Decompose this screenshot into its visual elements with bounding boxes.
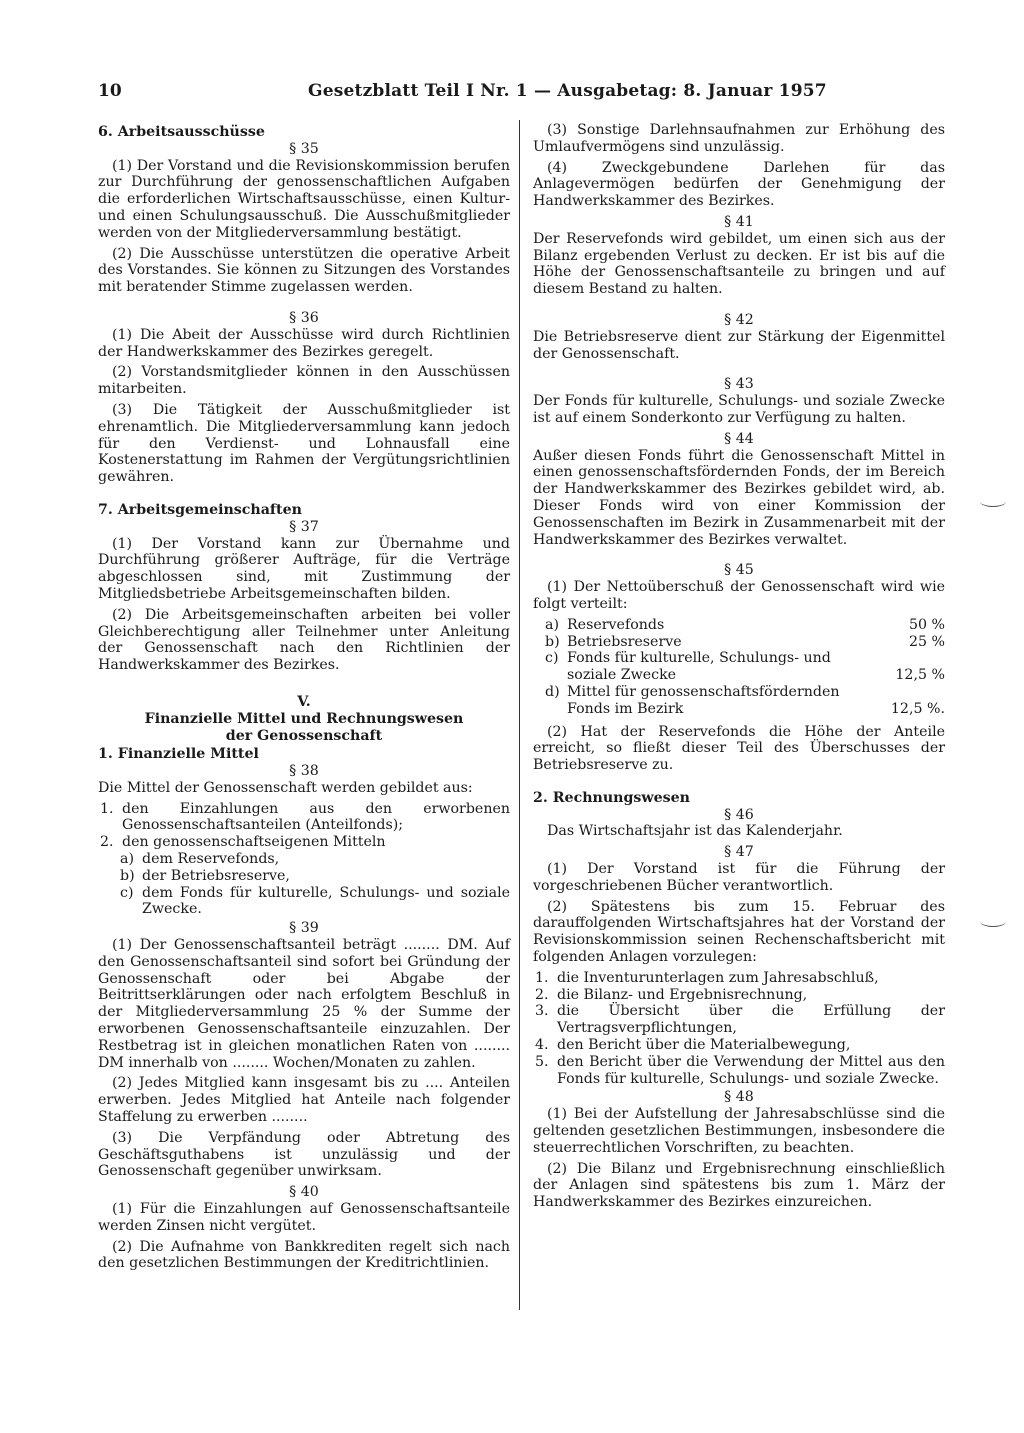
list-number: 5. — [535, 1053, 549, 1070]
paragraph: (3) Die Verpfändung oder Abtretung des Geschäftsguthabens ist unzulässig und der Genossenschaft gegenüber unwirksam. — [98, 1129, 510, 1180]
section-heading: 6. Arbeitsausschüsse — [98, 124, 265, 140]
paragraph: Die Betriebsreserve dient zur Stärkung der Eigenmittel der Genossenschaft. — [533, 328, 945, 362]
list-item — [533, 1054, 945, 1088]
allocation-label: Reservefonds — [567, 616, 665, 633]
allocation-list — [533, 617, 945, 718]
paragraph: (2) Die Ausschüsse unterstützen die operative Arbeit des Vorstandes. Sie können zu Sitzungen des Vorstandes mit beratender Stimme zugelassen werden. — [98, 245, 510, 296]
list-item — [98, 834, 510, 851]
part-number: V. — [297, 693, 311, 710]
allocation-row — [533, 634, 945, 651]
paragraph: (2) Die Arbeitsgemeinschaften arbeiten bei voller Gleichberechtigung aller Teilnehmer unter Anleitung der Genossenschaft nach den Richtlinien der Handwerkskammer des Bezirkes. — [98, 606, 510, 674]
page-header — [98, 81, 948, 109]
list-text: den Bericht über die Verwendung der Mittel aus den Fonds für kulturelle, Schulungs- und soziale Zwecke. — [557, 1053, 945, 1087]
list-item — [533, 987, 945, 1004]
paragraph: (1) Der Vorstand ist für die Führung der vorgeschriebenen Bücher verantwortlich. — [533, 861, 945, 894]
left-column — [98, 122, 510, 1276]
allocation-row — [533, 650, 945, 684]
list-text: dem Reservefonds, — [142, 851, 280, 868]
paragraph: Der Reservefonds wird gebildet, um einen sich aus der Bilanz ergebenden Verlust zu decken. Er ist bis auf die Höhe der Genossenschaftsanteile zu bringen und auf diesem Bestand zu halten. — [533, 230, 945, 298]
paragraph: (1) Der Vorstand kann zur Übernahme und Durchführung größerer Aufträge, für die Verträge abgeschlossen sind, mit Zustimmung der Mitgliedsbetriebe Arbeitsgemeinschaften bilden. — [98, 535, 510, 602]
paragraph-sign: § 38 — [289, 763, 319, 780]
paragraph: Außer diesen Fonds führt die Genossenschaft Mittel in einen genossenschaftsfördernden Fonds, der im Bereich der Handwerkskammer des Bezirkes gebildet wird, ab. Dieser Fonds wird von einer Kommission der Genossenschaften im Bezirk in Zusammenarbeit mit der Handwerkskammer des Bezirkes verwaltet. — [533, 447, 945, 548]
paragraph: Die Mittel der Genossenschaft werden gebildet aus: — [98, 779, 473, 796]
list-text: den Bericht über die Materialbewegung, — [557, 1037, 851, 1054]
list-text: die Inventurunterlagen zum Jahresabschluß, — [557, 969, 879, 986]
list-item — [118, 885, 510, 919]
allocation-share: 12,5 %. — [890, 700, 945, 717]
allocation-label: Fonds für kulturelle, Schulungs- und soziale Zwecke — [567, 650, 831, 684]
allocation-label: Betriebsreserve — [567, 633, 682, 650]
paragraph-sign: § 35 — [289, 140, 319, 157]
part-title: Finanzielle Mittel und Rechnungswesen — [144, 710, 464, 727]
allocation-share: 25 % — [908, 633, 945, 650]
list-item — [533, 970, 945, 987]
list-number: 2. — [535, 986, 549, 1003]
list-item — [533, 1003, 945, 1037]
paragraph-sign: § 44 — [724, 430, 754, 447]
allocation-row — [533, 684, 945, 718]
paragraph-sign: § 39 — [289, 920, 319, 937]
right-column — [533, 122, 945, 1215]
paragraph: Das Wirtschaftsjahr ist das Kalenderjahr. — [547, 823, 843, 840]
list-item — [533, 1037, 945, 1054]
paragraph: (3) Sonstige Darlehnsaufnahmen zur Erhöhung des Umlaufvermögens sind unzulässig. — [533, 122, 945, 155]
paragraph: (1) Der Genossenschaftsanteil beträgt ........ DM. Auf den Genossenschaftsanteil sind sofort bei Gründung der Genossenschaft oder bei Abgabe der Beitrittserklärungen oder nach erfolgtem Beschluß in der Mitgliederversammlung 25 % der Summe der erworbenen Genossenschaftsanteile einzuzahlen. Der Restbetrag ist in gleichen monatlichen Raten von ........ DM innerhalb von ........ Wochen/Monaten zu zahlen. — [98, 937, 510, 1071]
list-number: 3. — [535, 1003, 549, 1020]
margin-mark — [980, 916, 1006, 927]
paragraph: (1) Der Nettoüberschuß der Genossenschaft wird wie folgt verteilt: — [533, 579, 945, 612]
paragraph: (1) Der Vorstand und die Revisionskommission berufen zur Durchführung der genossenschaftlichen Aufgaben die erforderlichen Wirtschaftsausschüsse, einen Kultur- und einen Schulungsausschuß. Die Ausschußmitglieder werden von der Mitgliederversammlung bestätigt. — [98, 157, 510, 241]
paragraph-sign: § 45 — [724, 562, 754, 579]
list-text: den genossenschaftseigenen Mitteln — [122, 834, 386, 851]
paragraph-sign: § 46 — [724, 806, 754, 823]
paragraph: (2) Die Bilanz und Ergebnisrechnung einschließlich der Anlagen sind spätestens bis zum 1. März der Handwerkskammer des Bezirkes einzureichen. — [533, 1160, 945, 1211]
paragraph: (1) Die Abeit der Ausschüsse wird durch Richtlinien der Handwerkskammer des Bezirkes geregelt. — [98, 326, 510, 360]
margin-mark — [980, 496, 1006, 507]
list-number: 1. — [100, 800, 114, 817]
column-divider — [519, 120, 520, 1310]
list-text: der Betriebsreserve, — [142, 867, 290, 884]
list-item — [118, 851, 510, 868]
paragraph: (2) Hat der Reservefonds die Höhe der Anteile erreicht, so fließt dieser Teil des Überschusses der Betriebsreserve zu. — [533, 723, 945, 774]
list-text: den Einzahlungen aus den erworbenen Genossenschaftsanteilen (Anteilfonds); — [122, 800, 510, 834]
list-number: c) — [120, 884, 134, 901]
list-text: die Übersicht über die Erfüllung der Vertragsverpflichtungen, — [557, 1003, 945, 1037]
paragraph: (2) Die Aufnahme von Bankkrediten regelt sich nach den gesetzlichen Bestimmungen der Kreditrichtlinien. — [98, 1238, 510, 1272]
list — [533, 970, 945, 1088]
list-text: dem Fonds für kulturelle, Schulungs- und soziale Zwecke. — [142, 884, 510, 918]
paragraph: (2) Vorstandsmitglieder können in den Ausschüssen mitarbeiten. — [98, 364, 510, 398]
list-number: b) — [120, 867, 135, 884]
allocation-letter: a) — [545, 616, 559, 633]
list-number: 1. — [535, 969, 549, 986]
allocation-label: Mittel für genossenschaftsfördernden Fonds im Bezirk — [567, 683, 840, 717]
paragraph: (3) Die Tätigkeit der Ausschußmitglieder ist ehrenamtlich. Die Mitgliederversammlung kann jedoch für den Verdienst- und Lohnausfall eine Kostenerstattung im Rahmen der Vergütungsrichtlinien gewähren. — [98, 401, 510, 486]
paragraph-sign: § 42 — [724, 311, 754, 328]
paragraph: (2) Spätestens bis zum 15. Februar des darauffolgenden Wirtschaftsjahres hat der Vorstand der Revisionskommission seinen Rechenschaftsbericht mit folgenden Anlagen vorzulegen: — [533, 898, 945, 966]
allocation-letter: c) — [545, 650, 559, 667]
list-number: 4. — [535, 1037, 549, 1054]
page-number: 10 — [98, 81, 122, 101]
paragraph-sign: § 41 — [724, 213, 754, 230]
list — [98, 801, 510, 919]
paragraph-sign: § 40 — [289, 1184, 319, 1201]
paragraph: (1) Bei der Aufstellung der Jahresabschlüsse sind die geltenden gesetzlichen Bestimmungen, insbesondere die steuerrechtlichen Vorschriften, zu beachten. — [533, 1106, 945, 1156]
paragraph-sign: § 47 — [724, 844, 754, 861]
part-title: der Genossenschaft — [225, 727, 383, 744]
list-number: a) — [120, 851, 134, 868]
paragraph-sign: § 48 — [724, 1089, 754, 1106]
paragraph: Der Fonds für kulturelle, Schulungs- und soziale Zwecke ist auf einem Sonderkonto zur Verfügung zu halten. — [533, 393, 945, 426]
paragraph-sign: § 37 — [289, 518, 319, 535]
allocation-share: 12,5 % — [895, 667, 945, 684]
list-number: 2. — [100, 834, 114, 851]
paragraph: (2) Jedes Mitglied kann insgesamt bis zu .... Anteilen erwerben. Jedes Mitglied hat Anteile nach folgender Staffelung zu erwerben ........ — [98, 1075, 510, 1126]
list-item — [118, 868, 510, 885]
list-item — [98, 801, 510, 835]
allocation-letter: d) — [545, 683, 560, 700]
running-head: Gesetzblatt Teil I Nr. 1 — Ausgabetag: 8. Januar 1957 — [308, 81, 827, 101]
paragraph-sign: § 36 — [289, 309, 319, 326]
section-heading: 7. Arbeitsgemeinschaften — [98, 501, 302, 518]
paragraph: (1) Für die Einzahlungen auf Genossenschaftsanteile werden Zinsen nicht vergütet. — [98, 1201, 510, 1234]
section-heading: 2. Rechnungswesen — [533, 789, 690, 806]
allocation-row — [533, 617, 945, 634]
allocation-share: 50 % — [908, 616, 945, 633]
section-heading: 1. Finanzielle Mittel — [98, 746, 259, 763]
paragraph: (4) Zweckgebundene Darlehen für das Anlagevermögen bedürfen der Genehmigung der Handwerkskammer des Bezirkes. — [533, 159, 945, 210]
allocation-letter: b) — [545, 633, 560, 650]
list-text: die Bilanz- und Ergebnisrechnung, — [557, 986, 808, 1003]
paragraph-sign: § 43 — [724, 376, 754, 393]
